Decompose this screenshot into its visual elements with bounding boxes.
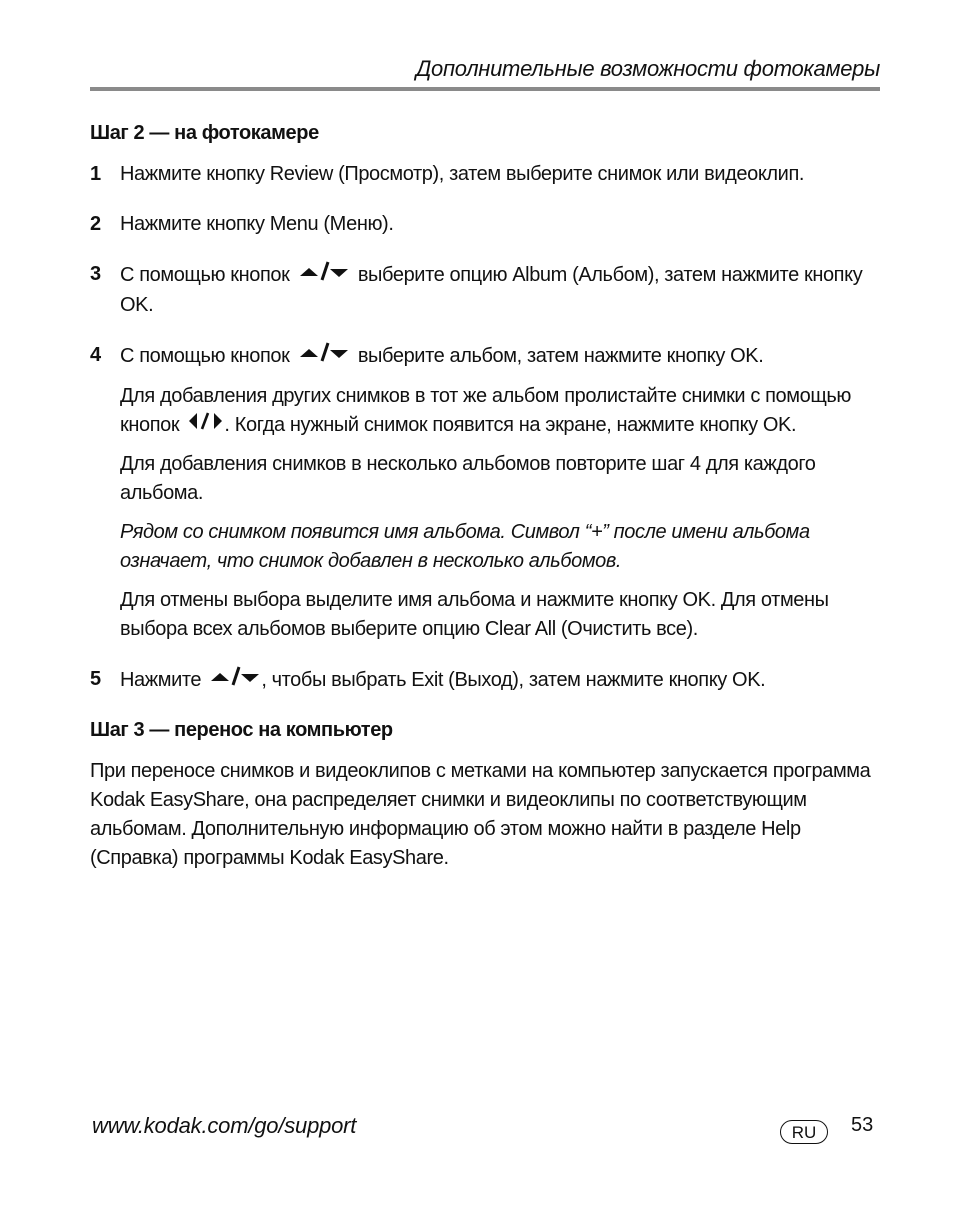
language-badge: RU	[780, 1120, 828, 1144]
step-number: 3	[90, 263, 102, 285]
step-text	[120, 341, 890, 372]
up-down-arrows-icon	[209, 665, 261, 696]
step-text-before: С помощью кнопок	[120, 344, 290, 367]
paragraph-text-after: . Когда нужный снимок появится на экране, нажмите кнопку OK.	[224, 414, 797, 436]
step-5	[90, 665, 890, 706]
step-1	[90, 160, 890, 199]
step-4-paragraph-2: Для добавления снимков в несколько альбомов повторите шаг 4 для каждого альбома.	[120, 453, 816, 505]
step-text-after: выберите альбом, затем нажмите кнопку OK.	[357, 344, 764, 367]
section-2-heading: Шаг 2 — на фотокамере	[90, 122, 319, 144]
support-url: www.kodak.com/go/support	[92, 1113, 357, 1138]
paragraph-text-before: Для добавления других снимков в тот же альбом пролистайте снимки с помощью кнопок	[120, 385, 852, 436]
step-number: 4	[90, 344, 102, 366]
left-right-arrows-icon	[188, 411, 224, 440]
step-text-before: Нажмите	[120, 669, 202, 691]
step-text-after: , чтобы выбрать Exit (Выход), затем нажмите кнопку OK.	[261, 669, 766, 691]
section-3-body: При переносе снимков и видеоклипов с метками на компьютер запускается программа Kodak EasyShare, она распределяет снимки и видеоклипы по соответствующим альбомам. Дополнительную информацию об этом можно найти в разделе Help (Справка) программы Kodak EasyShare.	[90, 760, 871, 870]
step-number: 2	[90, 213, 102, 235]
step-3	[90, 260, 890, 330]
step-number: 5	[90, 668, 102, 691]
header-title: Дополнительные возможности фотокамеры	[415, 56, 880, 81]
main-content	[90, 120, 890, 883]
page-number: 53	[851, 1114, 874, 1136]
step-text-before: С помощью кнопок	[120, 263, 290, 286]
step-4-paragraph-3: Для отмены выбора выделите имя альбома и нажмите кнопку OK. Для отмены выбора всех альбомов выберите опцию Clear All (Очистить все).	[120, 589, 829, 641]
step-2	[90, 210, 890, 249]
step-text: Нажмите кнопку Review (Просмотр), затем выберите снимок или видеоклип.	[120, 163, 805, 185]
step-number: 1	[90, 163, 102, 185]
up-down-arrows-icon	[298, 341, 350, 372]
step-4-note: Рядом со снимком появится имя альбома. Символ “+” после имени альбома означает, что снимок добавлен в несколько альбомов.	[120, 521, 810, 573]
section-3-heading: Шаг 3 — перенос на компьютер	[90, 719, 393, 742]
header-divider	[90, 87, 880, 91]
step-4	[90, 341, 890, 654]
step-text	[120, 260, 890, 320]
step-4-paragraph-1	[120, 382, 890, 440]
step-text: Нажмите кнопку Menu (Меню).	[120, 213, 394, 235]
step-text-after: выберите опцию Album (Альбом), затем нажмите кнопку OK.	[120, 263, 863, 316]
step-text	[120, 665, 890, 696]
up-down-arrows-icon	[298, 260, 350, 291]
